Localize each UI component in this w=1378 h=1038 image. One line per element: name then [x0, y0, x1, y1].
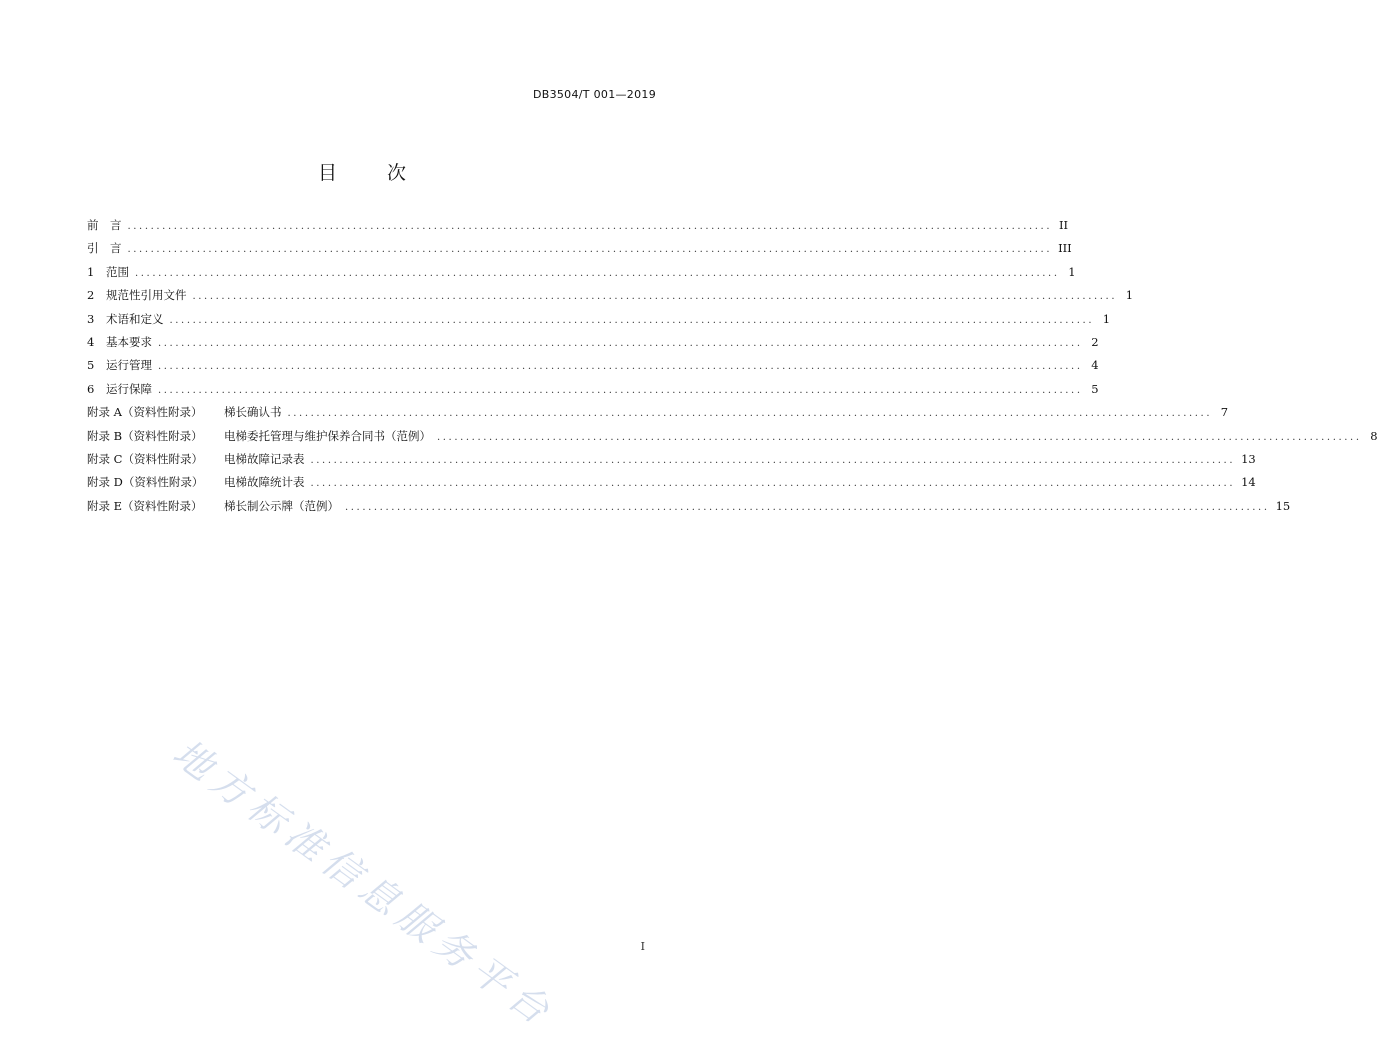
- toc-page-number: 5: [1091, 381, 1099, 396]
- toc-entry-basic-requirements[interactable]: [87, 334, 1099, 357]
- toc-appendix-prefix: 附录 B（资料性附录）: [87, 428, 203, 443]
- toc-section-number: 2: [87, 288, 95, 303]
- toc-page-number: 13: [1241, 451, 1256, 466]
- standard-number: DB3504/T 001—2019: [532, 88, 656, 101]
- toc-appendix-prefix: 附录 D（资料性附录）: [87, 475, 204, 490]
- toc-label: 范围: [106, 264, 129, 279]
- toc-leader-dots: ................................................................................................................................................................: [310, 478, 1236, 490]
- page-title: 目 次: [317, 162, 429, 184]
- toc-label: 运行管理: [106, 358, 152, 373]
- toc-leader-dots: ................................................................................................................................................................: [158, 337, 1083, 349]
- toc-leader-dots: ................................................................................................................................................................: [192, 291, 1118, 303]
- toc-section-number: 5: [87, 358, 95, 373]
- toc-leader-dots: ................................................................................................................................................................: [169, 314, 1095, 326]
- toc-page-number: 8: [1370, 428, 1378, 443]
- toc-leader-dots: ................................................................................................................................................................: [345, 501, 1270, 513]
- toc-page-number: 1: [1068, 264, 1076, 279]
- toc-entry-appendix-b[interactable]: [87, 428, 1378, 451]
- toc-entry-appendix-c[interactable]: [87, 451, 1256, 474]
- toc-label: 基本要求: [106, 334, 152, 349]
- toc-page-number: 7: [1220, 405, 1229, 420]
- table-of-contents: [87, 217, 1378, 521]
- toc-entry-operation-management[interactable]: [87, 357, 1099, 380]
- toc-leader-dots: ................................................................................................................................................................: [158, 361, 1083, 373]
- watermark: 地方标准信息服务平台: [165, 730, 564, 1037]
- toc-page-number: 2: [1091, 334, 1099, 349]
- toc-appendix-prefix: 附录 E（资料性附录）: [87, 498, 203, 513]
- toc-leader-dots: ................................................................................................................................................................: [287, 408, 1213, 420]
- toc-page-number: 14: [1241, 475, 1256, 490]
- toc-entry-appendix-d[interactable]: [87, 474, 1256, 497]
- toc-section-number: 1: [87, 264, 95, 279]
- toc-appendix-prefix: 附录 C（资料性附录）: [87, 451, 203, 466]
- toc-section-number: 3: [87, 311, 95, 326]
- toc-label: 电梯委托管理与维护保养合同书（范例）: [224, 428, 431, 443]
- page-number: I: [640, 940, 645, 953]
- toc-page-number: 4: [1091, 358, 1099, 373]
- toc-entry-operation-support[interactable]: [87, 381, 1099, 404]
- toc-label: 术语和定义: [106, 311, 164, 326]
- toc-leader-dots: ................................................................................................................................................................: [437, 431, 1362, 443]
- toc-page-number: II: [1059, 218, 1069, 232]
- toc-label: 引 言: [87, 241, 122, 256]
- toc-entry-normative-references[interactable]: [87, 287, 1134, 310]
- toc-label: 电梯故障记录表: [224, 451, 305, 466]
- toc-section-number: 4: [87, 334, 95, 349]
- toc-section-number: 6: [87, 381, 95, 396]
- toc-leader-dots: ................................................................................................................................................................: [310, 454, 1236, 466]
- toc-entry-scope[interactable]: [87, 264, 1076, 287]
- toc-page-number: 1: [1102, 311, 1111, 326]
- toc-leader-dots: ................................................................................................................................................................: [135, 267, 1060, 279]
- toc-label: 梯长确认书: [224, 405, 282, 420]
- toc-entry-foreword[interactable]: [87, 217, 1069, 240]
- toc-entry-appendix-e[interactable]: [87, 498, 1291, 521]
- toc-entry-terms-definitions[interactable]: [87, 311, 1111, 334]
- toc-page-number: 15: [1275, 498, 1291, 513]
- toc-label: 前 言: [87, 218, 122, 232]
- toc-page-number: 1: [1125, 288, 1134, 303]
- toc-leader-dots: ................................................................................................................................................................: [158, 384, 1083, 396]
- toc-label: 规范性引用文件: [106, 288, 187, 303]
- toc-appendix-prefix: 附录 A（资料性附录）: [87, 405, 203, 420]
- toc-entry-introduction[interactable]: [87, 240, 1072, 263]
- toc-leader-dots: ................................................................................................................................................................: [127, 244, 1053, 256]
- toc-label: 梯长制公示牌（范例）: [224, 498, 339, 513]
- toc-leader-dots: ................................................................................................................................................................: [127, 221, 1053, 232]
- toc-page-number: III: [1058, 241, 1072, 256]
- toc-entry-appendix-a[interactable]: [87, 404, 1229, 427]
- toc-label: 运行保障: [106, 381, 152, 396]
- toc-label: 电梯故障统计表: [224, 475, 305, 490]
